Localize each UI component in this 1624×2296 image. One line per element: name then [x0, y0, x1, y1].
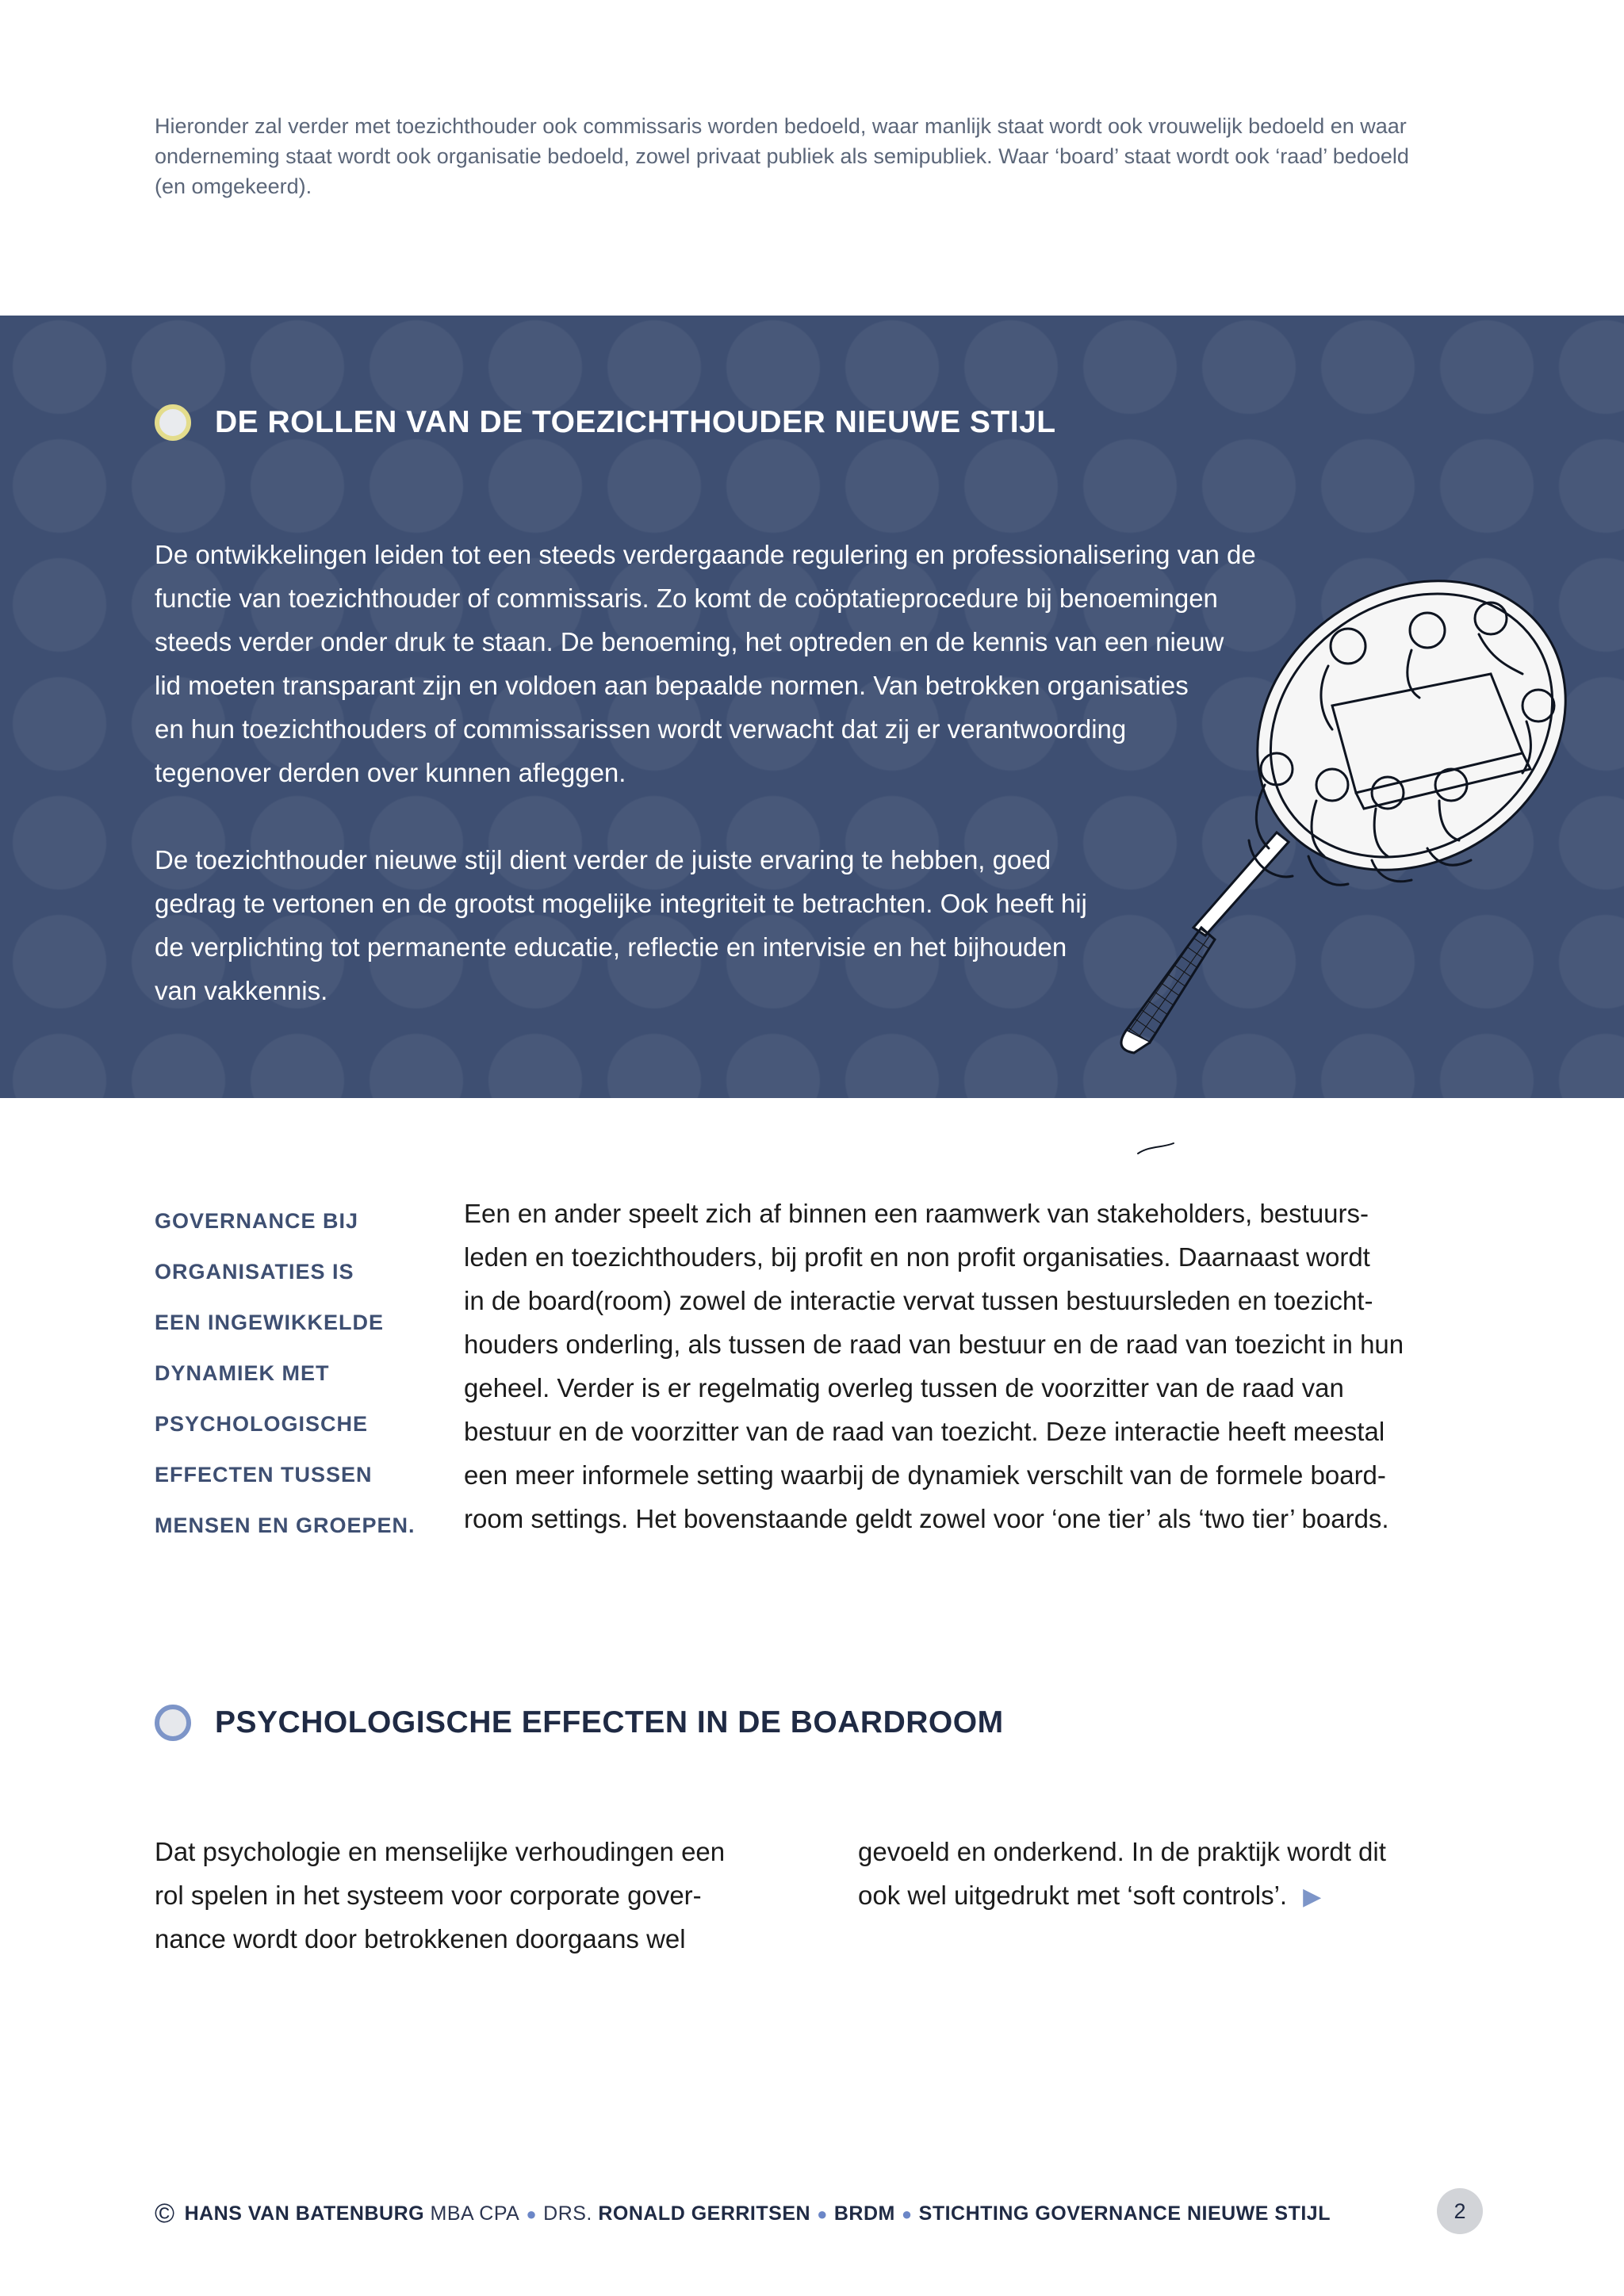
- text-line: Een en ander speelt zich af binnen een raamwerk van stakeholders, bestuurs-: [464, 1199, 1369, 1228]
- next-page-arrow-icon[interactable]: ▶: [1303, 1884, 1322, 1910]
- copyright-icon: ©: [155, 2198, 175, 2229]
- text-line: De toezichthouder nieuwe stijl dient verder de juiste ervaring te hebben, goed: [155, 845, 1051, 874]
- pull-quote-line: GOVERNANCE BIJ: [155, 1209, 359, 1233]
- pull-quote-line: EFFECTEN TUSSEN: [155, 1463, 373, 1487]
- text-line: geheel. Verder is er regelmatig overleg tussen de voorzitter van de raad van: [464, 1373, 1344, 1402]
- main-paragraph: [464, 1192, 1495, 1540]
- separator-dot-icon: ●: [817, 2203, 828, 2224]
- separator-dot-icon: ●: [901, 2203, 913, 2224]
- author-name: HANS VAN BATENBURG: [184, 2202, 425, 2225]
- text-line: en hun toezichthouders of commissarissen wordt verwacht dat zij er verantwoording: [155, 714, 1127, 744]
- section-title: PSYCHOLOGISCHE EFFECTEN IN DE BOARDROOM: [215, 1705, 1004, 1739]
- text-line: lid moeten transparant zijn en voldoen aan bepaalde normen. Van betrokken organisaties: [155, 671, 1189, 700]
- intro-line: onderneming staat wordt ook organisatie bedoeld, zowel privaat publiek als semipubliek. Waar ‘board’ staat wordt ook ‘raad’ bedoeld: [155, 144, 1409, 168]
- section-heading-rollen: [155, 404, 1056, 441]
- author-name: RONALD GERRITSEN: [598, 2202, 811, 2225]
- intro-note: [155, 111, 1479, 201]
- author-title: MBA CPA: [430, 2202, 520, 2225]
- pull-quote: [155, 1196, 416, 1551]
- section-title: DE ROLLEN VAN DE TOEZICHTHOUDER NIEUWE STIJL: [215, 405, 1056, 439]
- circle-bullet-icon: [155, 404, 191, 441]
- text-line: rol spelen in het systeem voor corporate gover-: [155, 1881, 702, 1910]
- pull-quote-line: DYNAMIEK MET: [155, 1361, 330, 1385]
- text-line: gevoeld en onderkend. In de praktijk wordt dit: [858, 1837, 1386, 1866]
- text-line: nance wordt door betrokkenen doorgaans wel: [155, 1924, 686, 1954]
- text-line: steeds verder onder druk te staan. De benoeming, het optreden en de kennis van een nieuw: [155, 627, 1224, 656]
- organization-name: BRDM: [833, 2202, 895, 2225]
- author-title: DRS.: [543, 2202, 592, 2225]
- circle-bullet-icon: [155, 1705, 191, 1741]
- intro-line: Hieronder zal verder met toezichthouder ook commissaris worden bedoeld, waar manlijk staat wordt ook vrouwelijk bedoeld en waar: [155, 114, 1407, 138]
- text-line: gedrag te vertonen en de grootst mogelijke integriteit te betrachten. Ook heeft hij: [155, 889, 1087, 918]
- text-line: De ontwikkelingen leiden tot een steeds verdergaande regulering en professionalisering van de: [155, 540, 1256, 569]
- text-line: de verplichting tot permanente educatie, reflectie en intervisie en het bijhouden: [155, 932, 1067, 962]
- text-line: room settings. Het bovenstaande geldt zowel voor ‘one tier’ als ‘two tier’ boards.: [464, 1504, 1389, 1533]
- text-line-content: ook wel uitgedrukt met ‘soft controls’.: [858, 1881, 1288, 1910]
- organization-name: STICHTING GOVERNANCE NIEUWE STIJL: [918, 2202, 1331, 2225]
- text-line: leden en toezichthouders, bij profit en non profit organisaties. Daarnaast wordt: [464, 1242, 1370, 1272]
- text-line: functie van toezichthouder of commissaris. Zo komt de coöptatieprocedure bij benoemingen: [155, 584, 1218, 613]
- page-number: 2: [1437, 2188, 1483, 2234]
- intro-line: (en omgekeerd).: [155, 174, 312, 198]
- footer-credits: [155, 2198, 1331, 2229]
- pull-quote-line: MENSEN EN GROEPEN.: [155, 1513, 416, 1537]
- text-column-right: [858, 1830, 1492, 1919]
- pull-quote-line: EEN INGEWIKKELDE: [155, 1311, 385, 1334]
- text-line: in de board(room) zowel de interactie vervat tussen bestuursleden en toezicht-: [464, 1286, 1373, 1315]
- text-line: een meer informele setting waarbij de dynamiek verschilt van de formele board-: [464, 1460, 1386, 1490]
- text-line: Dat psychologie en menselijke verhoudingen een: [155, 1837, 726, 1866]
- text-line: [858, 1873, 1492, 1919]
- text-line: tegenover derden over kunnen afleggen.: [155, 758, 626, 787]
- text-line: bestuur en de voorzitter van de raad van toezicht. Deze interactie heeft meestal: [464, 1417, 1385, 1446]
- section-heading-psychologische: [155, 1705, 1004, 1741]
- text-line: van vakkennis.: [155, 976, 328, 1005]
- magnifying-glass-illustration: [1015, 555, 1624, 1181]
- text-line: houders onderling, als tussen de raad van bestuur en de raad van toezicht in hun: [464, 1330, 1404, 1359]
- pull-quote-line: PSYCHOLOGISCHE: [155, 1412, 369, 1436]
- pull-quote-line: ORGANISATIES IS: [155, 1260, 354, 1284]
- text-column-left: [155, 1830, 789, 1961]
- separator-dot-icon: ●: [526, 2203, 538, 2224]
